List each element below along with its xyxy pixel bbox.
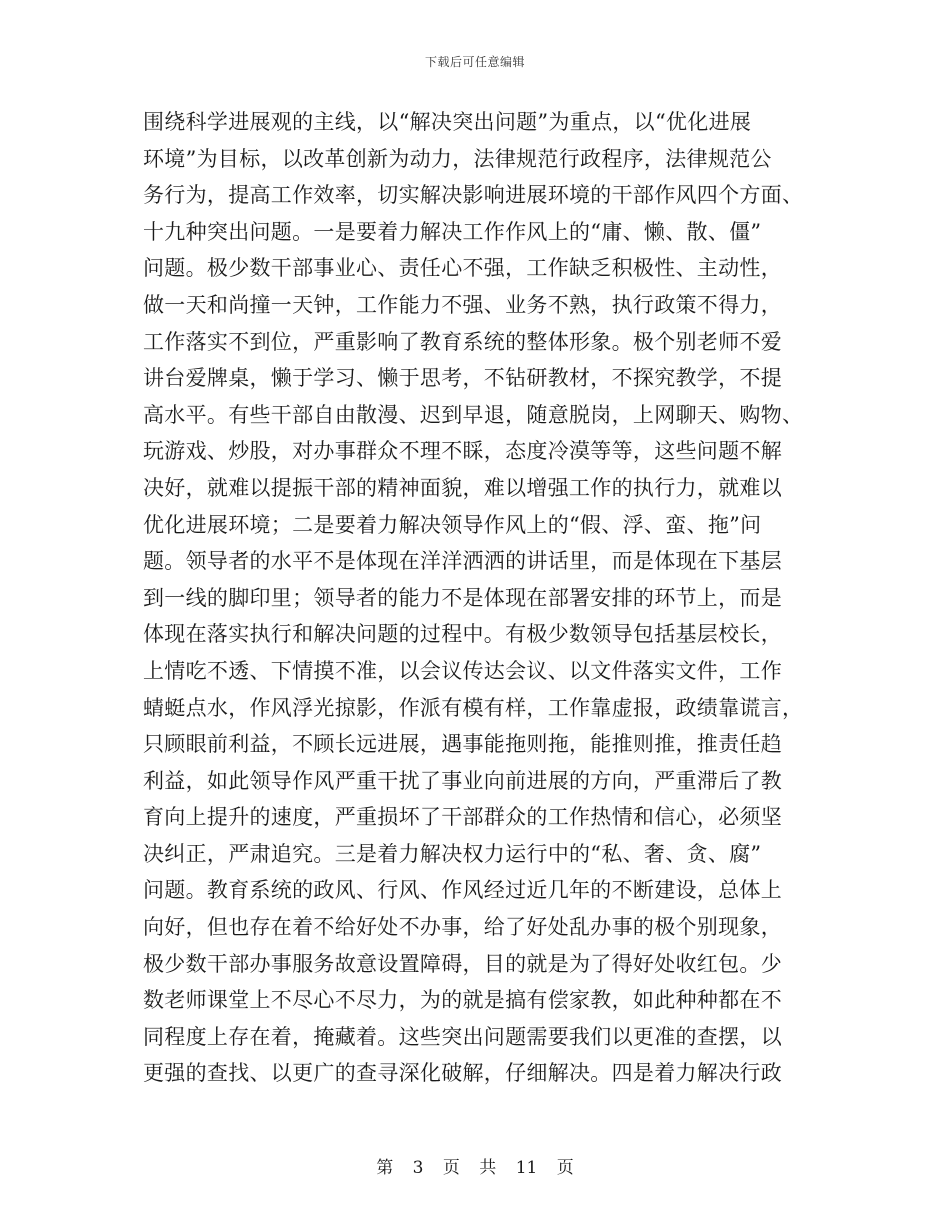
text-line: 环境”为目标，以改革创新为动力，法律规范行政程序，法律规范公 <box>143 146 772 171</box>
text-line: 优化进展环境；二是要着力解决领导作风上的“假、浮、蛮、拖”问 <box>143 512 762 537</box>
text-line: 问题。教育系统的政风、行风、作风经过近几年的不断建设，总体上 <box>143 878 782 903</box>
page-header <box>0 53 950 70</box>
footer-prefix: 第 <box>376 1158 394 1178</box>
text-line: 决纠正，严肃追究。三是着力解决权力运行中的“私、奢、贪、腐” <box>143 841 762 866</box>
text-line: 高水平。有些干部自由散漫、迟到早退，随意脱岗，上网聊天、购物、 <box>143 402 804 427</box>
text-line: 工作落实不到位，严重影响了教育系统的整体形象。极个别老师不爱 <box>143 329 782 354</box>
footer-page-label: 页 <box>442 1158 460 1178</box>
footer-total-label: 共 <box>479 1158 497 1178</box>
text-line: 玩游戏、炒股，对办事群众不理不睬，态度冷漠等等，这些问题不解 <box>143 439 782 464</box>
text-line: 同程度上存在着，掩藏着。这些突出问题需要我们以更准的查摆，以 <box>143 1024 782 1049</box>
footer-suffix: 页 <box>556 1158 574 1178</box>
text-line: 十九种突出问题。一是要着力解决工作作风上的“庸、懒、散、僵” <box>143 219 762 244</box>
current-page-number: 3 <box>412 1158 424 1178</box>
text-line: 围绕科学进展观的主线，以“解决突出问题”为重点，以“优化进展 <box>143 110 752 134</box>
document-body <box>143 104 811 1092</box>
text-line: 极少数干部办事服务故意设置障碍，目的就是为了得好处收红包。少 <box>143 951 782 976</box>
text-line: 育向上提升的速度，严重损坏了干部群众的工作热情和信心，必须坚 <box>143 805 782 830</box>
text-line: 更强的查找、以更广的查寻深化破解，仔细解决。四是着力解决行政 <box>143 1061 782 1086</box>
text-line: 向好，但也存在着不给好处不办事，给了好处乱办事的极个别现象， <box>143 915 782 940</box>
text-line: 利益，如此领导作风严重干扰了事业向前进展的方向，严重滞后了教 <box>143 768 782 793</box>
text-line: 到一线的脚印里；领导者的能力不是体现在部署安排的环节上，而是 <box>143 585 782 610</box>
total-page-count: 11 <box>515 1158 538 1178</box>
text-line: 只顾眼前利益，不顾长远进展，遇事能拖则拖，能推则推，推责任趋 <box>143 732 782 757</box>
text-line: 讲台爱牌桌，懒于学习、懒于思考，不钻研教材，不探究教学，不提 <box>143 366 782 391</box>
text-line: 蜻蜓点水，作风浮光掠影，作派有模有样，工作靠虚报，政绩靠谎言， <box>143 695 804 720</box>
text-line: 决好，就难以提振干部的精神面貌，难以增强工作的执行力，就难以 <box>143 475 782 500</box>
text-line: 问题。极少数干部事业心、责任心不强，工作缺乏积极性、主动性， <box>143 256 782 281</box>
text-line: 务行为，提高工作效率，切实解决影响进展环境的干部作风四个方面、 <box>143 183 804 208</box>
text-line: 数老师课堂上不尽心不尽力，为的就是搞有偿家教，如此种种都在不 <box>143 988 782 1013</box>
text-line: 体现在落实执行和解决问题的过程中。有极少数领导包括基层校长， <box>143 622 782 647</box>
text-line: 做一天和尚撞一天钟，工作能力不强、业务不熟，执行政策不得力， <box>143 292 782 317</box>
text-line: 题。领导者的水平不是体现在洋洋洒洒的讲话里，而是体现在下基层 <box>143 549 782 574</box>
page-footer <box>0 1153 950 1178</box>
header-text: 下载后可任意编辑 <box>424 55 525 69</box>
text-line: 上情吃不透、下情摸不准，以会议传达会议、以文件落实文件，工作 <box>143 658 782 683</box>
